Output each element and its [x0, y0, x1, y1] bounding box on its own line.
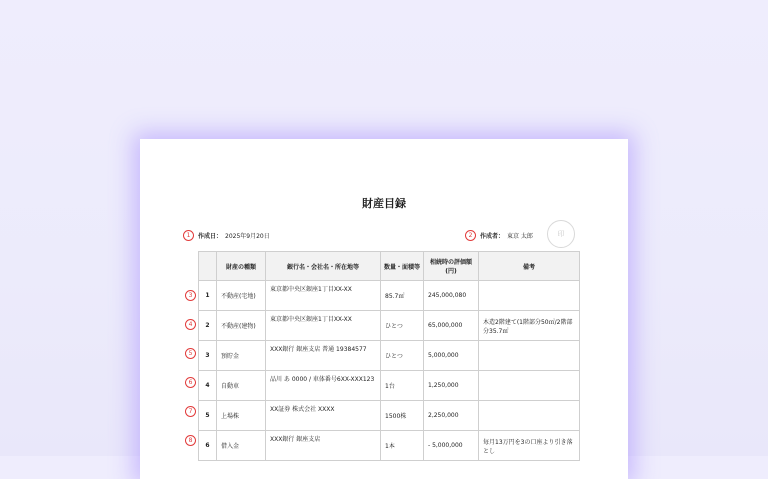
asset-value: 245,000,080	[424, 281, 479, 311]
marker-7: 7	[185, 406, 196, 417]
asset-location: 品川 あ 0000 / 車体番号6XX-XXX123	[266, 371, 381, 401]
row-number: 5	[199, 401, 217, 431]
asset-note	[479, 371, 580, 401]
asset-note: 木造2階建て(1階部分50㎡/2階部分35.7㎡	[479, 311, 580, 341]
marker-1: 1	[183, 230, 194, 241]
creation-date	[183, 230, 270, 241]
asset-quantity: 1台	[381, 371, 424, 401]
marker-8: 8	[185, 435, 196, 446]
asset-type: 上場株	[217, 401, 266, 431]
table-row	[199, 341, 580, 371]
table-row	[199, 311, 580, 341]
row-number: 1	[199, 281, 217, 311]
asset-table	[198, 251, 580, 461]
asset-note: 毎月13万円を3の口座より引き落とし	[479, 431, 580, 461]
row-number: 6	[199, 431, 217, 461]
row-number: 3	[199, 341, 217, 371]
asset-quantity: ひとつ	[381, 341, 424, 371]
asset-value: 65,000,000	[424, 311, 479, 341]
asset-quantity: ひとつ	[381, 311, 424, 341]
col-header-location: 銀行名・会社名・所在地等	[266, 252, 381, 281]
marker-5: 5	[185, 348, 196, 359]
asset-location: XXX銀行 銀座支店 普通 19384577	[266, 341, 381, 371]
asset-value: 5,000,000	[424, 341, 479, 371]
asset-location: XXX銀行 銀座支店	[266, 431, 381, 461]
marker-3: 3	[185, 290, 196, 301]
marker-6: 6	[185, 377, 196, 388]
asset-note	[479, 281, 580, 311]
asset-type: 借入金	[217, 431, 266, 461]
table-row	[199, 281, 580, 311]
asset-value: 2,250,000	[424, 401, 479, 431]
asset-location: XX証券 株式会社 XXXX	[266, 401, 381, 431]
asset-quantity: 85.7㎡	[381, 281, 424, 311]
marker-4: 4	[185, 319, 196, 330]
col-header-value: 相続時の評価額(円)	[424, 252, 479, 281]
row-number: 2	[199, 311, 217, 341]
asset-type: 自動車	[217, 371, 266, 401]
marker-2: 2	[465, 230, 476, 241]
table-header-row	[199, 252, 580, 281]
asset-value: - 5,000,000	[424, 431, 479, 461]
col-header-no	[199, 252, 217, 281]
asset-type: 不動産(宅地)	[217, 281, 266, 311]
author-label: 作成者：	[480, 233, 505, 240]
document-title: 財産目録	[362, 197, 406, 210]
asset-quantity: 1500株	[381, 401, 424, 431]
col-header-note: 備考	[479, 252, 580, 281]
asset-location: 東京都中央区銀座1丁目XX-XX	[266, 311, 381, 341]
date-value: 2025年9月20日	[225, 233, 270, 240]
author	[465, 230, 533, 241]
asset-type: 預貯金	[217, 341, 266, 371]
author-value: 東京 太郎	[507, 233, 533, 240]
row-number: 4	[199, 371, 217, 401]
asset-quantity: 1本	[381, 431, 424, 461]
table-row	[199, 371, 580, 401]
date-label: 作成日：	[198, 233, 223, 240]
asset-location: 東京都中央区銀座1丁目XX-XX	[266, 281, 381, 311]
asset-note	[479, 341, 580, 371]
document-page	[140, 139, 628, 479]
col-header-quantity: 数量・面積等	[381, 252, 424, 281]
asset-note	[479, 401, 580, 431]
asset-value: 1,250,000	[424, 371, 479, 401]
asset-type: 不動産(建物)	[217, 311, 266, 341]
table-row	[199, 431, 580, 461]
seal-icon: 印	[547, 220, 575, 248]
col-header-type: 財産の種類	[217, 252, 266, 281]
table-row	[199, 401, 580, 431]
